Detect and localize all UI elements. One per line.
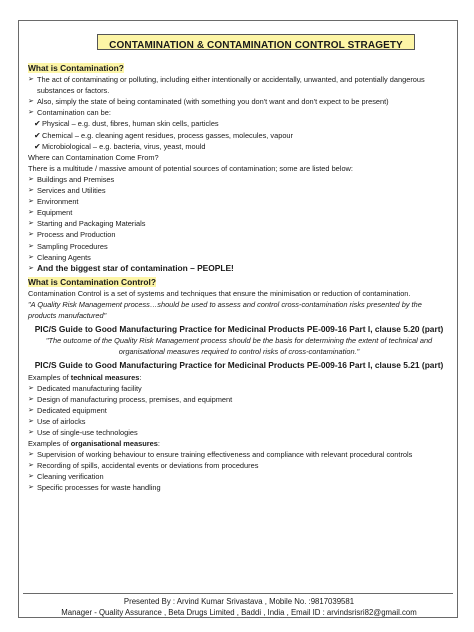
- technical-item: [28, 383, 450, 394]
- organisational-item: [28, 449, 450, 460]
- source-text: Services and Utilities: [37, 186, 106, 196]
- organisational-intro: Examples of organisational measures:: [28, 439, 160, 449]
- source-item: [28, 263, 450, 274]
- technical-item: [28, 427, 450, 438]
- technical-text: Design of manufacturing process, premises, and equipment: [37, 394, 233, 404]
- checkmark-icon: ✔: [34, 130, 41, 140]
- checkmark-icon: ✔: [34, 141, 41, 151]
- technical-text: Use of single-use technologies: [37, 428, 138, 437]
- checkmark-icon: ✔: [34, 119, 41, 129]
- footer: [19, 597, 459, 618]
- technical-text: Dedicated manufacturing facility: [37, 383, 142, 393]
- organisational-text: Recording of spills, accidental events or deviations from procedures: [37, 461, 259, 471]
- arrowhead-bullet-icon: ➢: [28, 198, 34, 206]
- source-item: [28, 185, 450, 196]
- organisational-text: Specific processes for waste handling: [37, 483, 161, 493]
- technical-intro: Examples of technical measures:: [28, 372, 142, 382]
- control-definition: Contamination Control is a set of systems and techniques that ensure the minimisation or reduction of contamination.: [28, 288, 411, 298]
- arrowhead-bullet-icon: ➢: [28, 187, 34, 195]
- organisational-text: Cleaning verification: [37, 472, 104, 482]
- source-item: [28, 207, 450, 218]
- footer-divider: [23, 593, 453, 594]
- where-question: Where can Contamination Come From?: [28, 152, 159, 162]
- organisational-text: Supervision of working behaviour to ensure training effectiveness and compliance with relevant procedural controls: [37, 450, 413, 460]
- biggest-star-text: And the biggest star of contamination – PEOPLE!: [37, 262, 234, 273]
- arrowhead-bullet-icon: ➢: [28, 384, 34, 392]
- source-text: Environment: [37, 197, 79, 207]
- check-item-text: Chemical – e.g. cleaning agent residues, process gasses, molecules, vapour: [42, 130, 294, 140]
- arrowhead-bullet-icon: ➢: [28, 76, 34, 84]
- contamination-control-heading: What is Contamination Control?: [28, 276, 156, 287]
- manager-line: Manager - Quality Assurance , Beta Drugs Limited , Baddi , India , Email ID : arvindsrisri82@gmail.com: [61, 607, 417, 617]
- source-item: [28, 229, 450, 240]
- arrowhead-bullet-icon: ➢: [28, 109, 34, 117]
- check-item-text: Microbiological – e.g. bacteria, virus, yeast, mould: [42, 141, 206, 151]
- quote-two-line-one: "The outcome of the Quality Risk Management process should be the basis for determining the extent of technical and: [45, 336, 433, 346]
- arrowhead-bullet-icon: ➢: [28, 429, 34, 436]
- source-text: Buildings and Premises: [37, 174, 115, 184]
- organisational-item: [28, 460, 450, 471]
- multitude-text: There is a multitude / massive amount of potential sources of contamination; some are listed below:: [28, 163, 353, 173]
- pics-reference-two: PIC/S Guide to Good Manufacturing Practice for Medicinal Products PE-009-16 Part I, clause 5.21 (part): [34, 360, 444, 371]
- arrowhead-bullet-icon: ➢: [28, 209, 34, 217]
- presenter-line: Presented By : Arvind Kumar Srivastava , Mobile No. :9817039581: [123, 597, 355, 606]
- arrowhead-bullet-icon: ➢: [28, 231, 34, 239]
- source-item: [28, 196, 450, 207]
- document-title-box: [97, 34, 415, 50]
- technical-item: [28, 394, 450, 405]
- arrowhead-bullet-icon: ➢: [28, 220, 34, 228]
- arrowhead-bullet-icon: ➢: [28, 98, 34, 106]
- arrowhead-bullet-icon: ➢: [28, 406, 34, 414]
- list-item: [28, 74, 450, 96]
- arrowhead-bullet-icon: ➢: [28, 395, 34, 403]
- organisational-item: [28, 471, 450, 482]
- check-item-text: Physical – e.g. dust, fibres, human skin cells, particles: [42, 119, 219, 129]
- quote-two-line-two: organisational measures required to control risks of cross-contamination.": [118, 347, 360, 357]
- document-page: [18, 20, 458, 618]
- list-item-text: The act of contaminating or polluting, including either intentionally or accidentally, unwanted, and potentially dangerous substances or factors.: [37, 75, 425, 96]
- arrowhead-bullet-icon: ➢: [28, 451, 34, 459]
- contamination-heading: What is Contamination?: [28, 63, 124, 73]
- pics-reference-one: PIC/S Guide to Good Manufacturing Practice for Medicinal Products PE-009-16 Part I, clause 5.20 (part): [34, 324, 444, 335]
- source-text: Starting and Packaging Materials: [37, 219, 146, 229]
- technical-item: [28, 416, 450, 427]
- list-item-text: Also, simply the state of being contaminated (with something you don't want and don't expect to be present): [37, 97, 389, 107]
- list-item-text: Contamination can be:: [37, 108, 111, 118]
- quote-one: "A Quality Risk Management process…should be used to assess and control cross-contamination risks presented by the products manufactured": [28, 299, 422, 321]
- document-title: CONTAMINATION & CONTAMINATION CONTROL STRAGETY: [109, 40, 403, 51]
- arrowhead-bullet-icon: ➢: [28, 175, 34, 183]
- arrowhead-bullet-icon: ➢: [28, 253, 34, 261]
- source-item: [28, 218, 450, 229]
- check-item: [28, 118, 450, 129]
- arrowhead-bullet-icon: ➢: [28, 264, 34, 272]
- arrowhead-bullet-icon: ➢: [28, 417, 34, 425]
- list-item: [28, 107, 450, 118]
- arrowhead-bullet-icon: ➢: [28, 462, 34, 470]
- technical-text: Dedicated equipment: [37, 405, 107, 415]
- document-body: [28, 63, 450, 494]
- check-item: [28, 130, 450, 141]
- source-text: Equipment: [37, 208, 73, 218]
- check-item: [28, 141, 450, 152]
- arrowhead-bullet-icon: ➢: [28, 473, 34, 481]
- arrowhead-bullet-icon: ➢: [28, 242, 34, 250]
- source-item: [28, 252, 450, 263]
- list-item: [28, 96, 450, 107]
- technical-text: Use of airlocks: [37, 416, 86, 426]
- source-text: Process and Production: [37, 230, 116, 240]
- source-text: Sampling Procedures: [37, 241, 108, 251]
- technical-item: [28, 405, 450, 416]
- organisational-item: [28, 482, 450, 493]
- source-item: [28, 241, 450, 252]
- source-text: Cleaning Agents: [37, 252, 91, 262]
- arrowhead-bullet-icon: ➢: [28, 484, 34, 492]
- source-item: [28, 174, 450, 185]
